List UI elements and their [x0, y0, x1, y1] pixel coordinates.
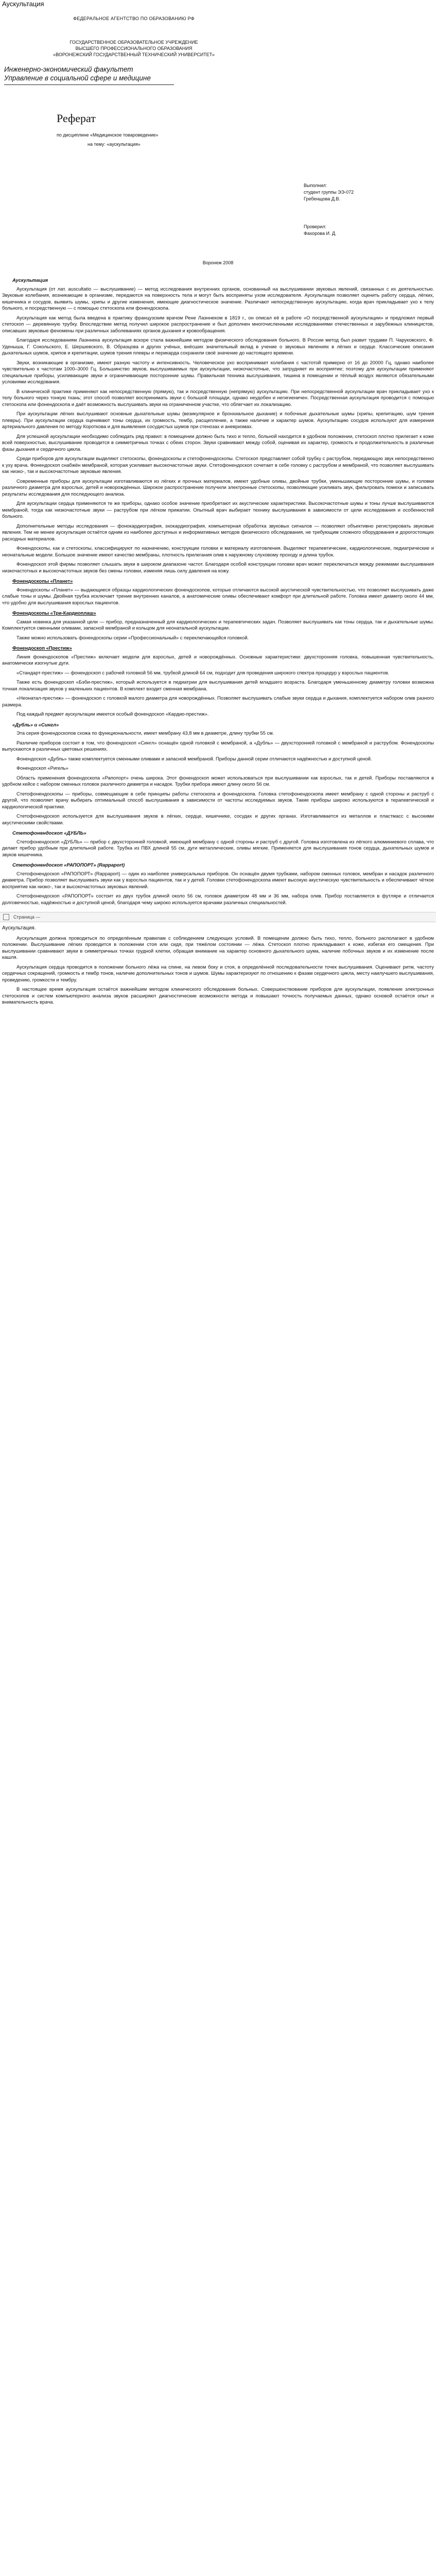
paragraph: Благодаря исследованиям Лаэннека аускультация вскоре стала важнейшим методом физического обследования больного. В России метод был развит трудами П. Чаруковского, Ф. Уденыша, Г. Сокольского, Е. Шершевского, В. Образцова и других учёных, внёсших значительный вклад в учение о звуковых явлениях в лёгких и сердце. Классические описания дыхательных шумов, хрипов и крепитации, шумов трения плевры и перикарда сохранили своё значение до настоящего времени. [2, 337, 434, 355]
faculty-block [4, 65, 151, 82]
paragraph: Стетофонендоскоп «ДУБЛЬ» — прибор с двухсторонней головкой, имеющей мембрану с одной стороны и раструб с другой. Головка изготовлена из лёгкого алюминиевого сплава, что делает прибор удобным при длительной работе. Трубка из ПВХ длиной 55 см, дуги металлические, оливы мягкие. Применяется для выслушивания тонов сердца, дыхательных шумов и звуков кишечника. [2, 838, 434, 857]
subsection-heading: Фонендоскопы «Три-Кардиоплаш» [12, 610, 96, 616]
paragraph: Под каждый предмет аускультации имеется особый фонендоскоп «Кардио-престиж». [16, 711, 209, 717]
paragraph: Стетофонендоскоп «РАПОПОРТ» состоит из двух трубок длиной около 56 см, головок диаметром 48 мм и 36 мм, набора олив. Прибор поставляется в футляре и отличается долговечностью, надёжностью и доступной ценой, благодаря чему широко используется врачами различных специальностей. [2, 893, 434, 905]
paragraph: Аускультация (от лат. auscultatio — выслушивание) — метод исследования внутренних органов, основанный на выслушивании звуковых явлений, связанных с их деятельностью. Звуковые колебания, возникающие в организме, передаются на поверхность тела и могут быть восприняты ухом исследователя. Аускультация позволяет оценить работу сердца, лёгких, кишечника и сосудов, выявить шумы, хрипы и другие изменения, имеющие диагностическое значение. Различают непосредственную аускультацию, когда врач прикладывает ухо к телу больного, и посредственную — с помощью стетоскопа или фонендоскопа. [2, 285, 434, 311]
page-title: Аускультация [2, 0, 44, 8]
paragraph: Область применения фонендоскопа «Рапопорт» очень широка. Этот фонендоскоп может использоваться при выслушивании как взрослых, так и детей. Приборы поставляются в удобном кейсе с набором сменных головок различного диаметра и насадок. Трубки прибора имеют длину около 56 см. [2, 774, 434, 787]
page-icon [3, 914, 9, 920]
faculty-name: Инженерно-экономический факультет [4, 65, 133, 73]
paragraph: Стетофонендоскопы — приборы, совмещающие в себе принципы работы стетоскопа и фонендоскопа. Головка стетофонендоскопа имеет мембрану с одной стороны и раструб с другой, что позволяет врачу выбирать оптимальный способ выслушивания в зависимости от частоты исследуемых звуков. Такие приборы широко используются в терапевтической и кардиологической практике. [2, 790, 434, 809]
paragraph: Аускультация должна проводиться по определённым правилам с соблюдением следующих условий. В помещении должно быть тихо, тепло, больного располагают в удобном положении. Выслушивание лёгких проводится в положении стоя или сидя, при тяжёлом состоянии — лёжа. Стетоскоп плотно прикладывают к коже, избегая его смещения. При выслушивании сравнивают звуки в симметричных точках грудной клетки, обращая внимание на характер основного дыхательного шума, наличие побочных звуков и их изменение после кашля. [2, 935, 434, 960]
checker-label: Проверил: [304, 224, 326, 229]
paragraph: Для аускультации сердца применяются те же приборы, однако особое значение приобретают их акустические характеристики. Высокочастотные шумы и тоны лучше выслушиваются мембраной, тогда как низкочастотные звуки — раструбом при лёгком прижатии. Опытный врач выбирает технику выслушивания в зависимости от цели исследования и особенностей больного. [2, 500, 434, 519]
performer-label: Выполнил: [304, 183, 327, 188]
discipline-line: по дисциплине «Медицинское товароведение» [57, 132, 159, 138]
city-year: Воронеж 2008 [202, 260, 234, 265]
paragraph: Фонендоскоп этой фирмы позволяет слышать звуки в широком диапазоне частот. Благодаря особой конструкции головки врач может переключаться между режимами выслушивания низкочастотных и высокочастотных звуков без смены головки, изменяя лишь силу давления на кожу. [2, 561, 434, 573]
title-rule [4, 84, 174, 85]
paragraph: «Стандарт-престиж» — фонендоскоп с рабочей головкой 56 мм, трубкой длиной 64 см, подходит для проведения широкого спектра процедур у взрослых пациентов. [16, 669, 390, 675]
department-name: Управление в социальной сфере и медицине [4, 74, 151, 82]
institution-line-1: ГОСУДАРСТВЕННОЕ ОБРАЗОВАТЕЛЬНОЕ УЧРЕЖДЕНИЕ [69, 40, 198, 45]
section-heading: Аускультация [12, 277, 48, 283]
institution-line-3: «ВОРОНЕЖСКИЙ ГОСУДАРСТВЕННЫЙ ТЕХНИЧЕСКИЙ УНИВЕРСИТЕТ» [53, 52, 215, 57]
document-body [0, 273, 436, 1009]
paragraph: Среди приборов для аускультации выделяют стетоскопы, фонендоскопы и стетофонендоскопы. Стетоскоп представляет собой трубку с раструбом, передающую звук непосредственно к уху врача. Фонендоскоп снабжён мембраной, которая усиливает высокочастотные звуки. Стетофонендоскоп сочетает в себе головку с раструбом и мембраной, что позволяет выслушивать как низко-, так и высокочастотные звуковые явления. [2, 455, 434, 474]
continuation-title: Аускультация. [2, 925, 36, 931]
paragraph: В клинической практике применяют как непосредственную (прямую), так и посредственную (непрямую) аускультацию. При непосредственной аускультации врач прикладывает ухо к телу больного через тонкую ткань; этот способ позволяет воспринимать звуки с большой площади, однако неудобен и негигиеничен. Посредственная аускультация проводится с помощью стетоскопа или фонендоскопа и даёт возможность выслушивать звуки на ограниченном участке, что облегчает их локализацию. [2, 388, 434, 407]
paragraph: Фонендоскопы «Планет» — выдающиеся образцы кардиологических фонендоскопов, которые отличаются высокой акустической чувствительностью, что позволяет выслушивать даже слабые тоны и шумы. Двойная трубка исключает трение внутренних каналов, а анатомические оливы обеспечивают комфорт при длительной работе. Головка имеет диаметр около 44 мм, что удобно для выслушивания взрослых пациентов. [2, 586, 434, 605]
page-divider [0, 912, 436, 922]
paragraph: Также можно использовать фонендоскопы серии «Профессиональный» с переключающейся головкой. [16, 634, 249, 640]
divider-label: Страница — [13, 914, 41, 920]
institution-line-2: ВЫСШЕГО ПРОФЕССИОНАЛЬНОГО ОБРАЗОВАНИЯ [75, 46, 193, 51]
paragraph: «Неонатал-престиж» — фонендоскоп с головкой малого диаметра для новорождённых. Позволяет выслушивать слабые звуки сердца и дыхания, комплектуется набором олив разного размера. [2, 695, 434, 707]
performer-group: студент группы ЭЭ-072 [304, 190, 354, 195]
subsection-heading: Фонендоскопы «Планет» [12, 578, 73, 584]
paragraph: Дополнительные методы исследования — фонокардиография, эхокардиография, компьютерная обработка звуковых сигналов — позволяют объективно регистрировать звуковые явления. Тем не менее аускультация остаётся одним из наиболее доступных и информативных методов физического обследования, не требующим сложного оборудования и дорогостоящих расходных материалов. [2, 522, 434, 541]
section-heading: «Дубль» и «Сингл» [12, 721, 59, 727]
paragraph: Различие приборов состоит в том, что фонендоскоп «Сингл» оснащён одной головкой с мембраной, а «Дубль» — двухсторонней головкой с мембраной и раструбом. Фонендоскопы выпускаются в различных цветовых решениях. [2, 739, 434, 752]
section-heading: Стетофонендоскоп «РАПОПОРТ» (Rappaport) [12, 862, 125, 868]
paragraph: Стетофонендоскоп «РАПОПОРТ» (Rappaport) — один из наиболее универсальных приборов. Он оснащён двумя трубками, набором сменных головок, мембран и насадок различного диаметра. Прибор позволяет выслушивать звуки как у взрослых пациентов, так и у детей. Головки стетофонендоскопа имеют высокую акустическую чувствительность и обеспечивают чёткое восприятие как низко-, так и высокочастотных звуковых явлений. [2, 870, 434, 889]
paragraph: Фонендоскопы, как и стетоскопы, классифицируют по назначению, конструкции головки и материалу изготовления. Выделяют терапевтические, кардиологические, педиатрические и неонатальные модели. Большое значение имеют качество мембраны, плотность прилегания олив к наружному слуховому проходу и длина трубок. [2, 545, 434, 557]
performer-name: Гребенщова Д.В. [304, 196, 340, 201]
paragraph: Фонендоскоп «Ригель» [16, 765, 68, 771]
section-heading: Стетофонендоскоп «ДУБЛЬ» [12, 830, 86, 836]
paragraph: Эта серия фонендоскопов схожа по функциональности, имеет мембрану 43,8 мм в диаметре, длину трубки 55 см. [16, 730, 274, 736]
paragraph: Для успешной аускультации необходимо соблюдать ряд правил: в помещении должно быть тихо и тепло, больной находится в удобном положении, стетоскоп плотно прилегает к коже всей поверхностью, выслушивание проводится в симметричных точках с обеих сторон. Звуки сравнивают между собой, оценивая их характер, громкость и продолжительность в различные фазы дыхания и сердечного цикла. [2, 433, 434, 452]
checker-block [304, 224, 337, 237]
paragraph: Фонендоскоп «Дубль» также комплектуется сменными оливами и запасной мембраной. Приборы данной серии отличаются надёжностью и доступной ценой. [16, 755, 372, 761]
paragraph: Линия фонендоскопов «Престиж» включает модели для взрослых, детей и новорождённых. Основные характеристики: двухсторонняя головка, повышенная чувствительность, анатомически изогнутые дуги. [2, 653, 434, 666]
checker-name: Фахорова И. Д. [304, 231, 337, 236]
paragraph: Также есть фонендоскоп «Бэби-престиж», который используется в педиатрии для выслушивания детей младшего возраста. Благодаря уменьшенному диаметру головки возможна точная локализация звуков у маленьких пациентов. В комплект входит сменная мембрана. [2, 679, 434, 691]
paragraph: При аускультации лёгких выслушивают основные дыхательные шумы (везикулярное и бронхиальное дыхание) и побочные дыхательные шумы (хрипы, крепитацию, шум трения плевры). При аускультации сердца оценивают тоны сердца, их громкость, тембр, расщепление, а также наличие и характер шумов. Аускультацию сосудов используют для измерения артериального давления по методу Короткова и для выявления сосудистых шумов при стенозах и аневризмах. [2, 411, 434, 429]
paragraph: Стетофонендоскоп используется для выслушивания звуков в лёгких, сердце, кишечнике, сосудах и других органах. Изготавливается из металлов и пластмасс с высокими акустическими свойствами. [2, 813, 434, 825]
paragraph: Звуки, возникающие в организме, имеют разную частоту и интенсивность. Человеческое ухо воспринимает колебания с частотой примерно от 16 до 20000 Гц, однако наиболее чувствительно к частотам 1000–3000 Гц. Большинство звуков, выслушиваемых при аускультации, низкочастотные, что затрудняет их восприятие; поэтому для аускультации применяют специальные приборы, усиливающие звуки и ограничивающие посторонние шумы. Правильная техника выслушивания, тишина в помещении и тёплый воздух являются обязательными условиями исследования. [2, 359, 434, 384]
topic-line: на тему: «аускультация» [88, 142, 141, 147]
paragraph: Аускультация как метод была введена в практику французским врачом Рене Лаэннеком в 1819 г., он описал её в работе «О посредственной аускультации» и предложил первый стетоскоп — деревянную трубку. Впоследствии метод получил широкое распространение и был дополнен многочисленными исследованиями отечественных и зарубежных клиницистов, описавших звуковые феномены при различных заболеваниях органов дыхания и кровообращения. [2, 314, 434, 333]
paragraph: Аускультация сердца проводится в положении больного лёжа на спине, на левом боку и стоя, в определённой последовательности точек выслушивания. Оценивают ритм, частоту сердечных сокращений, громкость и тембр тонов, наличие дополнительных тонов и шумов. Шумы характеризуют по отношению к фазам сердечного цикла, месту наилучшего выслушивания, проведению, громкости и тембру. [2, 963, 434, 982]
institution-block [0, 39, 268, 58]
ministry-line: ФЕДЕРАЛЬНОЕ АГЕНТСТВО ПО ОБРАЗОВАНИЮ РФ [73, 16, 195, 21]
document-type: Реферат [57, 112, 96, 125]
subsection-heading: Фонендоскоп «Престиж» [12, 645, 72, 651]
paragraph: Современные приборы для аускультации изготавливаются из лёгких и прочных материалов, имеют удобные оливы, двойные трубки, уменьшающие посторонние шумы, и головки различного диаметра для взрослых, детей и новорождённых. Широкое распространение получили электронные стетоскопы, позволяющие усиливать звук, фильтровать помехи и записывать результаты исследования для последующего анализа. [2, 478, 434, 497]
paragraph: В настоящее время аускультация остаётся важнейшим методом клинического обследования больных. Совершенствование приборов для аускультации, появление электронных стетоскопов и систем компьютерного анализа звуков расширяют диагностические возможности метода и повышают точность получаемых данных, однако основой остаётся опыт и внимательность врача. [2, 986, 434, 1005]
paragraph: Самая новинка для указанной цели — прибор, предназначенный для кардиологических и терапевтических задач. Позволяет выслушивать как тоны сердца, так и дыхательные шумы. Комплектуется сменными оливами, запасной мембраной и кольцом для неонатальной аускультации. [2, 618, 434, 631]
performer-block [304, 182, 354, 202]
